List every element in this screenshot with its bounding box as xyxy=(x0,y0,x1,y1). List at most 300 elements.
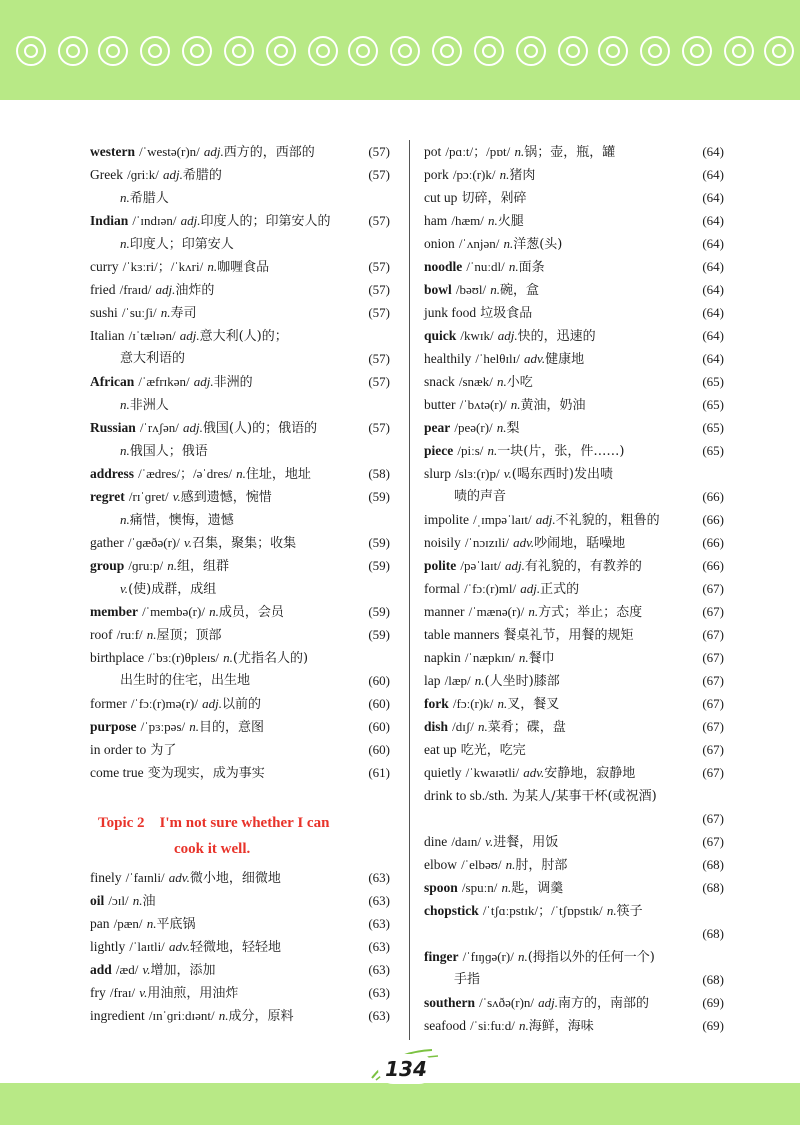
page-ref: (67) xyxy=(702,834,724,849)
part-of-speech: n. xyxy=(160,305,171,320)
vocab-entry xyxy=(90,416,390,462)
page-ref: (59) xyxy=(368,535,390,550)
page-ref: (65) xyxy=(702,397,724,412)
phonetic: /snæk/ xyxy=(458,374,493,389)
part-of-speech: adj. xyxy=(535,512,556,527)
headword: roof xyxy=(90,627,113,642)
page-ref: (60) xyxy=(368,673,390,688)
headword: dish xyxy=(424,719,449,734)
vocab-entry xyxy=(90,255,390,278)
definition: (人坐时)膝部 xyxy=(484,674,560,689)
definition: 肘，肘部 xyxy=(515,858,568,873)
vocab-entry xyxy=(424,347,724,370)
vocab-entry xyxy=(90,715,390,738)
definition: 黄油，奶油 xyxy=(520,398,586,413)
ring-icon xyxy=(432,36,462,66)
definition: 希腊人 xyxy=(129,191,169,206)
headword: come true xyxy=(90,765,144,780)
part-of-speech: n. xyxy=(508,259,519,274)
headword: polite xyxy=(424,558,457,573)
part-of-speech: n. xyxy=(518,650,529,665)
vocab-entry xyxy=(90,912,390,935)
definition: 菜肴；碟，盘 xyxy=(487,720,566,735)
headword: noodle xyxy=(424,259,463,274)
headword: drink to sb./sth. xyxy=(424,788,509,803)
headword: western xyxy=(90,144,135,159)
definition: 住址，地址 xyxy=(245,467,311,482)
definition: 南方的，南部的 xyxy=(558,996,650,1011)
definition: 火腿 xyxy=(497,214,524,229)
vocab-entry xyxy=(90,692,390,715)
definition: 出生时的住宅，出生地 xyxy=(120,673,251,688)
vocab-entry xyxy=(424,531,724,554)
vocab-entry xyxy=(90,462,390,485)
part-of-speech: n. xyxy=(120,512,130,527)
definition: 俄国(人)的；俄语的 xyxy=(202,421,318,436)
headword: eat up xyxy=(424,742,457,757)
phonetic: /ɔɪl/ xyxy=(108,893,129,908)
definition: 海鲜，海味 xyxy=(528,1019,594,1034)
vocab-entry xyxy=(90,209,390,255)
part-of-speech: n. xyxy=(146,916,157,931)
headword: purpose xyxy=(90,719,137,734)
topic-line-1: Topic 2 I'm not sure whether I can xyxy=(98,815,330,831)
page-ref: (57) xyxy=(368,374,390,389)
vocab-entry xyxy=(90,600,390,623)
part-of-speech: adj. xyxy=(520,581,541,596)
page-ref: (67) xyxy=(702,696,724,711)
vocab-entry xyxy=(424,163,724,186)
vocab-entry xyxy=(424,761,724,784)
vocab-entry xyxy=(90,738,390,761)
page-ref: (66) xyxy=(702,489,724,504)
page-ref: (59) xyxy=(368,489,390,504)
page-ref: (67) xyxy=(702,719,724,734)
ring-icon xyxy=(682,36,712,66)
part-of-speech: adj. xyxy=(180,213,201,228)
page-ref: (64) xyxy=(702,236,724,251)
definition: 碗，盒 xyxy=(500,283,540,298)
headword: birthplace xyxy=(90,650,144,665)
definition: 寿司 xyxy=(170,306,197,321)
phonetic: /ˈtʃɑːpstɪk/；/ˈtʃɒpstɪk/ xyxy=(482,903,603,918)
definition: 印度人的；印第安人的 xyxy=(200,214,331,229)
headword: add xyxy=(90,962,112,977)
headword: Italian xyxy=(90,328,125,343)
headword: table manners xyxy=(424,627,500,642)
part-of-speech: n. xyxy=(120,236,130,251)
vocab-entry xyxy=(424,186,724,209)
vocab-entry xyxy=(90,761,390,784)
vocab-list-right xyxy=(424,140,724,1037)
phonetic: /ˈɪndɪən/ xyxy=(132,213,177,228)
definition: 希腊的 xyxy=(182,168,222,183)
phonetic: /ˈsuːʃi/ xyxy=(121,305,157,320)
vocab-entry xyxy=(90,163,390,209)
vocab-entry xyxy=(424,853,724,876)
phonetic: /dɪʃ/ xyxy=(452,719,474,734)
headword: gather xyxy=(90,535,124,550)
part-of-speech: n. xyxy=(120,190,130,205)
phonetic: /ˈelbəʊ/ xyxy=(461,857,502,872)
definition: 意大利(人)的； xyxy=(199,329,288,344)
ring-icon xyxy=(348,36,378,66)
vocab-entry xyxy=(90,866,390,889)
vocab-entry xyxy=(424,462,724,508)
page-ref: (60) xyxy=(368,696,390,711)
part-of-speech: v. xyxy=(184,535,193,550)
headword: snack xyxy=(424,374,455,389)
page-ref: (57) xyxy=(368,305,390,320)
phonetic: /fraɪ/ xyxy=(109,985,136,1000)
page-ref: (65) xyxy=(702,374,724,389)
page-ref: (57) xyxy=(368,213,390,228)
definition: 变为现实，成为事实 xyxy=(147,766,265,781)
page-ref: (63) xyxy=(368,916,390,931)
part-of-speech: n. xyxy=(606,903,617,918)
phonetic: /ˈsʌðə(r)n/ xyxy=(479,995,535,1010)
page-ref: (57) xyxy=(368,144,390,159)
vocab-entry xyxy=(424,508,724,531)
definition: 筷子 xyxy=(616,904,643,919)
headword: butter xyxy=(424,397,456,412)
phonetic: /ˈbɜː(r)θpleɪs/ xyxy=(148,650,220,665)
vocab-entry xyxy=(90,554,390,600)
page-ref: (64) xyxy=(702,351,724,366)
vocab-entry xyxy=(90,485,390,531)
phonetic: /slɜː(r)p/ xyxy=(455,466,500,481)
page-number-badge xyxy=(362,1048,442,1088)
headword: bowl xyxy=(424,282,452,297)
page-ref: (57) xyxy=(368,351,390,366)
definition: 平底锅 xyxy=(156,917,196,932)
vocab-entry xyxy=(90,623,390,646)
right-column xyxy=(424,140,724,1037)
vocab-entry xyxy=(90,370,390,416)
definition: 油 xyxy=(142,894,156,909)
headword: African xyxy=(90,374,135,389)
part-of-speech: n. xyxy=(517,949,528,964)
headword: cut up xyxy=(424,190,458,205)
phonetic: /læp/ xyxy=(444,673,471,688)
part-of-speech: n. xyxy=(519,1018,529,1033)
phonetic: /ˈæfrɪkən/ xyxy=(138,374,190,389)
page-ref: (64) xyxy=(702,259,724,274)
phonetic: /ɪˈtælɪən/ xyxy=(128,328,176,343)
headword: quietly xyxy=(424,765,462,780)
definition: 为了 xyxy=(150,743,177,758)
definition: 安静地，寂静地 xyxy=(544,766,636,781)
part-of-speech: n. xyxy=(510,397,521,412)
definition: 进餐，用饭 xyxy=(493,835,559,850)
part-of-speech: n. xyxy=(501,880,512,895)
part-of-speech: n. xyxy=(146,627,157,642)
definition: 油炸的 xyxy=(175,283,215,298)
phonetic: /ˈnɔɪzɪli/ xyxy=(464,535,509,550)
definition: 猪肉 xyxy=(509,168,536,183)
page-ref: (63) xyxy=(368,893,390,908)
headword: Greek xyxy=(90,167,123,182)
part-of-speech: v. xyxy=(142,962,151,977)
phonetic: /hæm/ xyxy=(451,213,484,228)
definition: 快的，迅速的 xyxy=(517,329,596,344)
page-ref: (67) xyxy=(702,673,724,688)
page-ref: (59) xyxy=(368,558,390,573)
vocab-entry xyxy=(424,439,724,462)
headword: Russian xyxy=(90,420,136,435)
page-ref: (63) xyxy=(368,870,390,885)
headword: quick xyxy=(424,328,457,343)
definition: 用油煎，用油炸 xyxy=(147,986,239,1001)
part-of-speech: n. xyxy=(505,857,516,872)
column-divider xyxy=(409,140,410,1040)
part-of-speech: n. xyxy=(167,558,177,573)
part-of-speech: n. xyxy=(236,466,246,481)
vocab-entry xyxy=(424,370,724,393)
vocab-entry xyxy=(90,301,390,324)
headword: dine xyxy=(424,834,448,849)
definition: 屋顶；顶部 xyxy=(156,628,222,643)
definition: 印度人；印第安人 xyxy=(129,237,234,252)
page-ref: (68) xyxy=(702,880,724,895)
definition: 餐桌礼节，用餐的规矩 xyxy=(503,628,634,643)
definition: 方式；举止；态度 xyxy=(538,605,643,620)
headword: oil xyxy=(90,893,105,908)
phonetic: /ɡruːp/ xyxy=(128,558,164,573)
phonetic: /pɔː(r)k/ xyxy=(452,167,496,182)
ring-icon xyxy=(474,36,504,66)
page-number: 134 xyxy=(378,1054,434,1084)
definition: 成分，原料 xyxy=(228,1009,294,1024)
phonetic: /ˈædres/；/əˈdres/ xyxy=(138,466,233,481)
vocab-entry xyxy=(424,715,724,738)
vocab-entry xyxy=(90,646,390,692)
page-ref: (57) xyxy=(368,259,390,274)
part-of-speech: n. xyxy=(503,236,514,251)
headword: napkin xyxy=(424,650,461,665)
phonetic: /kwɪk/ xyxy=(460,328,494,343)
page-ref: (63) xyxy=(368,1008,390,1023)
definition: 手指 xyxy=(454,972,481,987)
headword: fry xyxy=(90,985,106,1000)
phonetic: /pəˈlaɪt/ xyxy=(460,558,501,573)
part-of-speech: adv. xyxy=(523,765,545,780)
vocab-entry xyxy=(90,1004,390,1027)
page-ref: (67) xyxy=(702,650,724,665)
definition: 俄国人；俄语 xyxy=(129,444,208,459)
phonetic: /ˈbʌtə(r)/ xyxy=(459,397,507,412)
part-of-speech: v. xyxy=(120,581,129,596)
part-of-speech: adv. xyxy=(513,535,535,550)
part-of-speech: v. xyxy=(485,834,494,849)
part-of-speech: v. xyxy=(139,985,148,1000)
definition: 微小地，细微地 xyxy=(189,871,281,886)
vocab-entry xyxy=(424,324,724,347)
page-ref: (69) xyxy=(702,995,724,1010)
headword: chopstick xyxy=(424,903,479,918)
phonetic: /ˈfɪŋɡə(r)/ xyxy=(462,949,514,964)
vocab-entry xyxy=(424,232,724,255)
ring-icon xyxy=(266,36,296,66)
phonetic: /ˈfɔː(r)ml/ xyxy=(464,581,517,596)
headword: finger xyxy=(424,949,459,964)
definition: 一块(片，张，件……) xyxy=(497,444,625,459)
phonetic: /ˈfaɪnli/ xyxy=(125,870,165,885)
part-of-speech: v. xyxy=(503,466,512,481)
page-ref: (67) xyxy=(702,765,724,780)
vocab-entry xyxy=(90,935,390,958)
part-of-speech: n. xyxy=(218,1008,229,1023)
phonetic: /ˈhelθɪlɪ/ xyxy=(475,351,520,366)
vocab-entry xyxy=(424,1014,724,1037)
vocab-entry xyxy=(424,255,724,278)
page-ref: (67) xyxy=(702,811,724,826)
part-of-speech: adj. xyxy=(504,558,525,573)
page-ref: (60) xyxy=(368,742,390,757)
page-ref: (64) xyxy=(702,305,724,320)
headword: pot xyxy=(424,144,442,159)
page-ref: (68) xyxy=(702,857,724,872)
vocab-entry xyxy=(424,209,724,232)
ring-icon xyxy=(308,36,338,66)
headword: onion xyxy=(424,236,455,251)
page-ref: (63) xyxy=(368,985,390,1000)
part-of-speech: n. xyxy=(487,443,498,458)
part-of-speech: adj. xyxy=(203,144,224,159)
definition: 轻微地，轻轻地 xyxy=(190,940,282,955)
headword: ham xyxy=(424,213,448,228)
page-ref: (61) xyxy=(368,765,390,780)
part-of-speech: n. xyxy=(496,420,507,435)
page-ref: (64) xyxy=(702,328,724,343)
ring-icon xyxy=(390,36,420,66)
page-ref: (57) xyxy=(368,420,390,435)
vocab-entry xyxy=(424,416,724,439)
vocab-entry xyxy=(90,958,390,981)
page-ref: (59) xyxy=(368,627,390,642)
vocab-entry xyxy=(424,278,724,301)
header-band xyxy=(0,0,800,100)
definition: 以前的 xyxy=(222,697,262,712)
headword: pan xyxy=(90,916,110,931)
topic-heading xyxy=(90,810,390,862)
phonetic: /ˈkwaɪətli/ xyxy=(465,765,520,780)
phonetic: /spuːn/ xyxy=(461,880,498,895)
page-ref: (67) xyxy=(702,581,724,596)
definition: 吃光，吃完 xyxy=(460,743,526,758)
part-of-speech: adv. xyxy=(524,351,546,366)
vocab-entry xyxy=(424,738,724,761)
definition: 非洲的 xyxy=(213,375,253,390)
definition: 西方的，西部的 xyxy=(223,145,315,160)
footer-band xyxy=(0,1083,800,1125)
phonetic: /ˈwestə(r)n/ xyxy=(139,144,200,159)
definition: 垃圾食品 xyxy=(480,306,533,321)
vocab-entry xyxy=(424,692,724,715)
ring-decoration xyxy=(0,36,800,70)
definition: 正式的 xyxy=(540,582,580,597)
part-of-speech: n. xyxy=(490,282,501,297)
definition: 健康地 xyxy=(545,352,585,367)
part-of-speech: n. xyxy=(223,650,233,665)
page-ref: (67) xyxy=(702,627,724,642)
headword: ingredient xyxy=(90,1008,145,1023)
page-ref: (57) xyxy=(368,282,390,297)
vocab-entry xyxy=(90,981,390,1004)
headword: impolite xyxy=(424,512,469,527)
page-ref: (66) xyxy=(702,558,724,573)
vocab-entry xyxy=(424,830,724,853)
phonetic: /pɑːt/；/pɒt/ xyxy=(445,144,511,159)
definition: 召集，聚集；收集 xyxy=(192,536,297,551)
page-ref: (63) xyxy=(368,939,390,954)
headword: pork xyxy=(424,167,449,182)
page-ref: (67) xyxy=(702,604,724,619)
headword: Indian xyxy=(90,213,129,228)
headword: group xyxy=(90,558,125,573)
vocab-entry xyxy=(424,577,724,600)
part-of-speech: adv. xyxy=(168,870,190,885)
headword: spoon xyxy=(424,880,458,895)
definition: 叉，餐叉 xyxy=(507,697,560,712)
phonetic: /ɡriːk/ xyxy=(127,167,159,182)
ring-icon xyxy=(16,36,46,66)
vocab-entry xyxy=(424,991,724,1014)
definition: 梨 xyxy=(506,421,520,436)
part-of-speech: n. xyxy=(209,604,219,619)
phonetic: /ˈsiːfuːd/ xyxy=(470,1018,515,1033)
ring-icon xyxy=(224,36,254,66)
ring-icon xyxy=(724,36,754,66)
part-of-speech: n. xyxy=(477,719,488,734)
headword: slurp xyxy=(424,466,451,481)
headword: in order to xyxy=(90,742,147,757)
phonetic: /ˈkɜːri/；/ˈkʌri/ xyxy=(122,259,204,274)
definition: 有礼貌的，有教养的 xyxy=(524,559,642,574)
part-of-speech: adj. xyxy=(497,328,518,343)
vocab-entry xyxy=(424,945,724,991)
page-ref: (64) xyxy=(702,213,724,228)
part-of-speech: adj. xyxy=(155,282,176,297)
headword: southern xyxy=(424,995,476,1010)
vocab-entry xyxy=(424,140,724,163)
phonetic: /ˈmænə(r)/ xyxy=(468,604,525,619)
ring-icon xyxy=(558,36,588,66)
phonetic: /ˈpɜːpəs/ xyxy=(140,719,186,734)
headword: piece xyxy=(424,443,454,458)
phonetic: /rɪˈɡret/ xyxy=(128,489,169,504)
phonetic: /peə(r)/ xyxy=(454,420,493,435)
page-ref: (68) xyxy=(702,972,724,987)
phonetic: /fraɪd/ xyxy=(119,282,152,297)
definition: 成员，会员 xyxy=(218,605,284,620)
definition: 咖喱食品 xyxy=(217,260,270,275)
vocab-entry xyxy=(90,889,390,912)
vocab-entry xyxy=(424,554,724,577)
phonetic: /fɔː(r)k/ xyxy=(452,696,494,711)
part-of-speech: n. xyxy=(497,374,507,389)
definition: 面条 xyxy=(518,260,545,275)
phonetic: /ˈnuːdl/ xyxy=(466,259,505,274)
definition: (尤指名人的) xyxy=(232,651,309,666)
ring-icon xyxy=(640,36,670,66)
headword: address xyxy=(90,466,135,481)
vocab-list-left-topic2 xyxy=(90,866,390,1027)
page-ref: (57) xyxy=(368,167,390,182)
definition: 吵闹地，聒噪地 xyxy=(534,536,626,551)
headword: noisily xyxy=(424,535,461,550)
definition: 增加，添加 xyxy=(150,963,216,978)
